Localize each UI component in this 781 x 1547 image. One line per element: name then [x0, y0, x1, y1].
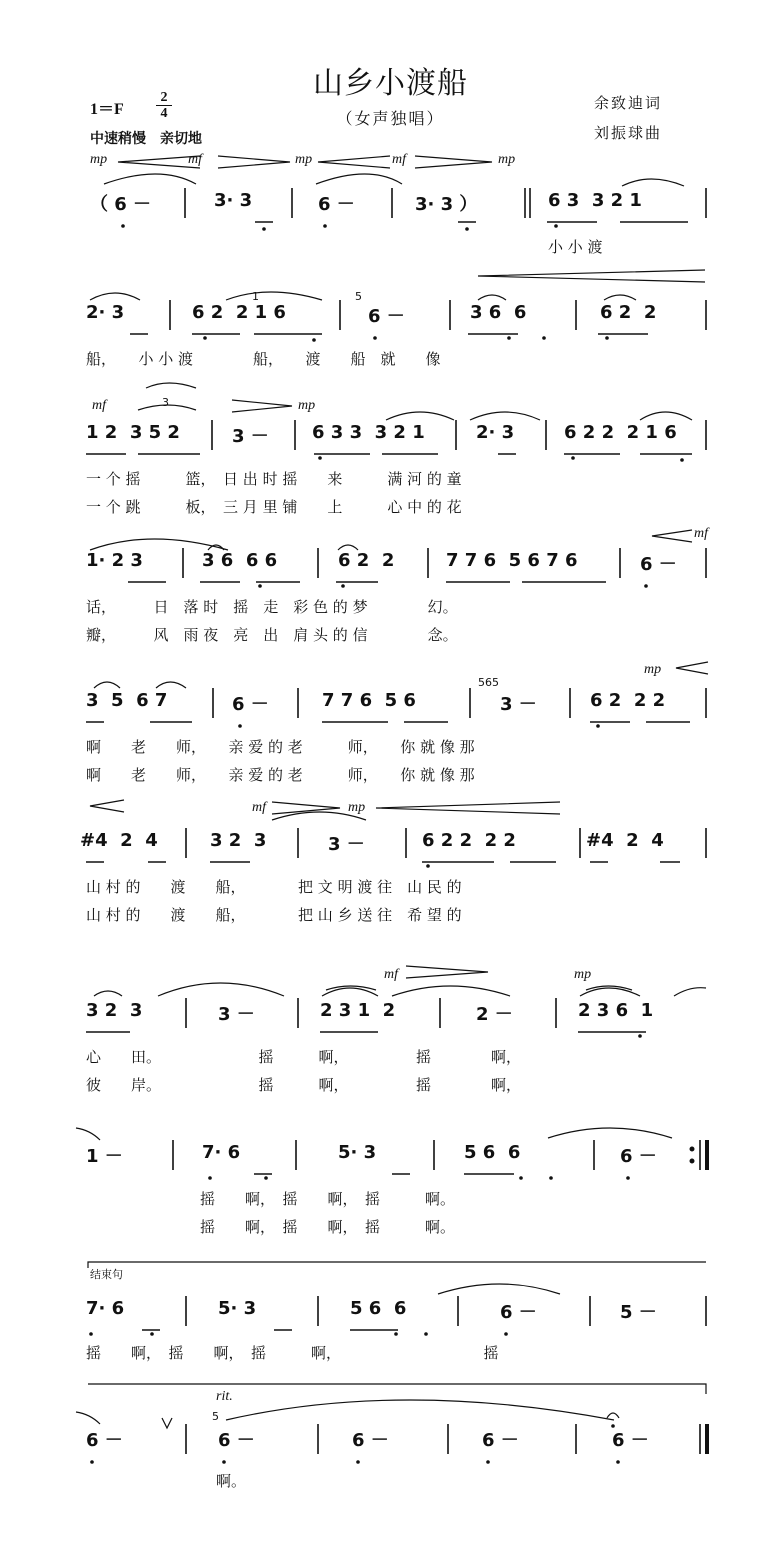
measure: 6 2 2 — [338, 550, 395, 571]
crescendo-hairpin — [478, 270, 705, 282]
measure: 6 － — [86, 1430, 123, 1451]
grace-note: 565 — [478, 676, 499, 689]
grace-note: 5 — [212, 1410, 219, 1423]
measure: 1 － — [86, 1146, 123, 1167]
measure: 6 － — [318, 194, 355, 215]
lyric-line: 摇 啊， 摇 啊， 摇 啊。 — [200, 1190, 456, 1208]
measure: 2· 3 — [476, 422, 515, 443]
measure: 5 6 6 — [350, 1298, 407, 1319]
slur — [470, 412, 540, 420]
measure: 3 6 6 6 — [202, 550, 278, 571]
slur — [226, 292, 322, 300]
measure: 3 6 6 — [470, 302, 527, 323]
crescendo-hairpin — [318, 156, 390, 168]
dynamic-mark: mp — [498, 152, 516, 167]
measure: 6 － — [500, 1302, 537, 1323]
slur — [94, 682, 120, 688]
lyric-line: 话， 日 落 时 摇 走 彩 色 的 梦 幻。 — [86, 598, 458, 616]
lyric-line: 瓣， 风 雨 夜 亮 出 肩 头 的 信 念。 — [86, 626, 458, 644]
triplet-number: 3 — [162, 396, 169, 409]
measure: 6 － — [352, 1430, 389, 1451]
dynamic-mark: mp — [298, 398, 316, 413]
slur — [674, 988, 706, 996]
page-title: 山乡小渡船 — [313, 66, 468, 101]
time-signature-top: 2 — [160, 90, 168, 105]
measure: 7 7 6 5 6 7 6 — [446, 550, 578, 571]
lyric-line: 摇 啊， 摇 啊， 摇 啊。 — [200, 1218, 456, 1236]
measure: 6 － — [620, 1146, 657, 1167]
measure: 7· 6 — [202, 1142, 241, 1163]
measure: 3 5 6 7 — [86, 690, 168, 711]
tempo-marking: 中速稍慢 亲切地 — [90, 131, 202, 147]
slur — [90, 293, 140, 300]
measure: 2· 3 — [86, 302, 125, 323]
grace-note: 5 — [355, 290, 362, 303]
fermata-mark — [607, 1413, 619, 1418]
slur — [158, 983, 284, 996]
measure: 1· 2 3 — [86, 550, 143, 571]
ending-bracket — [88, 1384, 706, 1394]
grace-note: 1 — [252, 290, 259, 303]
dynamic-mark: mp — [574, 967, 592, 982]
accent-mark — [162, 1418, 172, 1428]
decrescendo-hairpin — [415, 156, 492, 168]
lyric-line: 山 村 的 渡 船， 把 文 明 渡 往 山 民 的 — [86, 878, 462, 896]
measure: 3 2 3 — [210, 830, 267, 851]
dynamic-mark: mf — [188, 152, 202, 167]
dynamic-mark: mf — [392, 152, 406, 167]
ritardando-mark: rit. — [216, 1389, 233, 1404]
measure: 6 2 2 2 — [590, 690, 666, 711]
measure: 3 － — [218, 1004, 255, 1025]
measure: 6 2 2 2 2 — [422, 830, 516, 851]
lyric-line: 心 田。 摇 啊， 摇 啊， — [86, 1048, 522, 1066]
lyric-line: 啊。 — [216, 1472, 247, 1490]
measure: 6 － — [368, 306, 405, 327]
slur — [76, 1128, 100, 1140]
measure: 2 3 1 2 — [320, 1000, 396, 1021]
dynamic-mark: mp — [644, 662, 662, 677]
lyric-line: 啊 老 师， 亲 爱 的 老 师， 你 就 像 那 — [86, 738, 475, 756]
dynamic-mark: mf — [92, 398, 106, 413]
lyric-line: 一 个 跳 板， 三 月 里 铺 上 心 中 的 花 — [86, 498, 462, 516]
decrescendo-hairpin — [376, 802, 560, 814]
dynamic-mark: mp — [295, 152, 313, 167]
dynamic-mark: mf — [252, 800, 266, 815]
measure: 1 2 3 5 2 — [86, 422, 180, 443]
slur — [94, 991, 122, 996]
slur — [76, 1412, 100, 1424]
measure: 3 － — [328, 834, 365, 855]
lyric-line: 山 村 的 渡 船， 把 山 乡 送 往 希 望 的 — [86, 906, 462, 924]
slur — [640, 412, 692, 420]
measure: 5 6 6 — [464, 1142, 521, 1163]
measure: 3 － — [500, 694, 537, 715]
measure: #4 2 4 — [80, 830, 158, 851]
measure: （ 6 － — [90, 194, 152, 215]
measure: 6 － — [218, 1430, 255, 1451]
slur — [316, 174, 402, 184]
crescendo-hairpin — [676, 662, 708, 674]
lyricist-credit: 余致迪词 — [594, 94, 663, 112]
decrescendo-hairpin — [406, 966, 488, 978]
slur — [146, 383, 196, 388]
ending-bracket — [88, 1262, 706, 1268]
dynamic-mark: mp — [90, 152, 108, 167]
slur — [438, 1284, 560, 1294]
measure: 3 － — [232, 426, 269, 447]
measure: 3 2 3 — [86, 1000, 143, 1021]
measure: 5 － — [620, 1302, 657, 1323]
dynamic-mark: mf — [694, 526, 708, 541]
slur — [392, 986, 510, 996]
measure: 6 3 3 3 2 1 — [312, 422, 425, 443]
measure: 6 － — [640, 554, 677, 575]
measure: 6 3 3 2 1 — [548, 190, 642, 211]
lyric-line: 摇 啊， 摇 啊， 摇 啊， 摇 — [86, 1344, 499, 1362]
measure: #4 2 4 — [586, 830, 664, 851]
lyric-line: 船， 小 小 渡 船， 渡 船 就 像 — [86, 350, 441, 368]
slur — [226, 1400, 614, 1420]
measure: 7· 6 — [86, 1298, 125, 1319]
measure: 5· 3 — [338, 1142, 377, 1163]
lyric-line: 一 个 摇 篮， 日 出 时 摇 来 满 河 的 童 — [86, 470, 462, 488]
crescendo-hairpin — [118, 156, 200, 168]
measure: 6 － — [482, 1430, 519, 1451]
slur — [104, 174, 196, 184]
measure: 6 2 2 2 1 6 — [564, 422, 677, 443]
subtitle: （女声独唱） — [336, 109, 445, 128]
key-signature: 1＝F — [90, 101, 124, 118]
ending-label: 结束句 — [90, 1268, 123, 1281]
decrescendo-hairpin — [218, 156, 290, 168]
decrescendo-hairpin — [232, 400, 292, 412]
lyric-line: 彼 岸。 摇 啊， 摇 啊， — [86, 1076, 522, 1094]
measure: 6 － — [612, 1430, 649, 1451]
measure: 7 7 6 5 6 — [322, 690, 416, 711]
slur — [90, 539, 228, 550]
slur — [548, 1128, 672, 1138]
crescendo-hairpin — [652, 530, 692, 542]
crescendo-hairpin — [90, 800, 124, 812]
slur — [478, 295, 506, 300]
measure: 6 2 2 — [600, 302, 657, 323]
lyric-line: 啊 老 师， 亲 爱 的 老 师， 你 就 像 那 — [86, 766, 475, 784]
measure: 3· 3 — [214, 190, 253, 211]
measure: 2 － — [476, 1004, 513, 1025]
measure: 5· 3 — [218, 1298, 257, 1319]
dynamic-mark: mf — [384, 967, 398, 982]
slur — [386, 412, 454, 420]
slur — [622, 179, 684, 186]
measure: 2 3 6 1 — [578, 1000, 654, 1021]
slur — [604, 295, 636, 300]
measure: 6 － — [232, 694, 269, 715]
measure: 3· 3 ） — [415, 194, 478, 215]
time-signature-bottom: 4 — [156, 105, 172, 121]
measure: 6 2 2 1 6 — [192, 302, 286, 323]
dynamic-mark: mp — [348, 800, 366, 815]
lyric-line: 小 小 渡 — [548, 238, 603, 256]
composer-credit: 刘振球曲 — [594, 124, 663, 142]
slur — [156, 682, 186, 688]
